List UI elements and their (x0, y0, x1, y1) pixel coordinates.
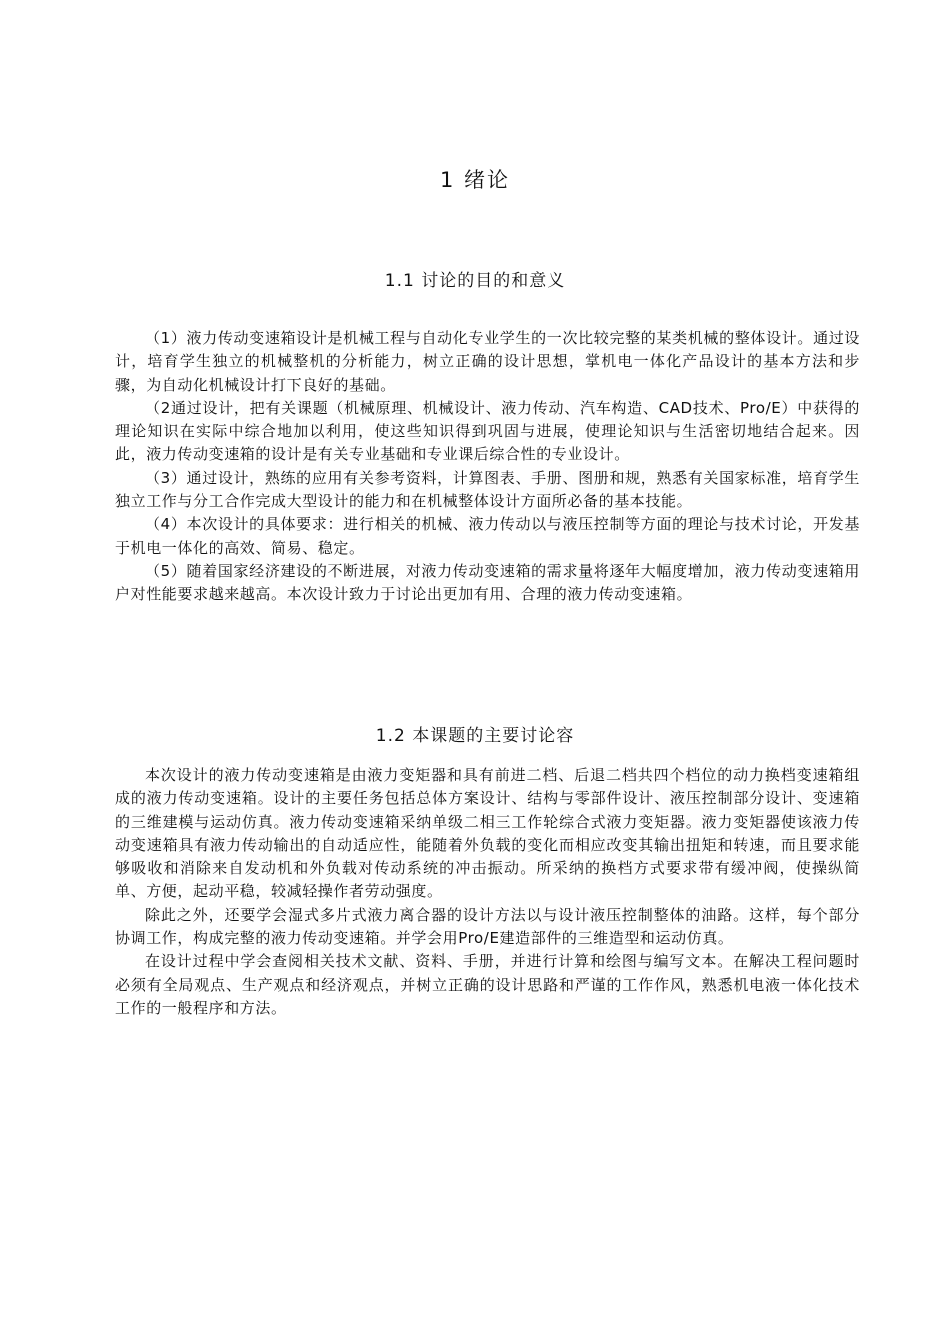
paragraph: （4）本次设计的具体要求：进行相关的机械、液力传动以与液压控制等方面的理论与技术讨论，开发基于机电一体化的高效、简易、稳定。 (115, 515, 860, 557)
section-title-1-1: 1.1 讨论的目的和意义 (384, 271, 566, 291)
section-title-1-2: 1.2 本课题的主要讨论容 (375, 726, 575, 746)
paragraph: 在设计过程中学会查阅相关技术文献、资料、手册，并进行计算和绘图与编写文本。在解决工程问题时必须有全局观点、生产观点和经济观点，并树立正确的设计思路和严谨的工作作风，熟悉机电液一体化技术工作的一般程序和方法。 (115, 952, 860, 1017)
paragraph: （1）液力传动变速箱设计是机械工程与自动化专业学生的一次比较完整的某类机械的整体设计。通过设计，培育学生独立的机械整机的分析能力，树立正确的设计思想，掌机电一体化产品设计的基本方法和步骤，为自动化机械设计打下良好的基础。 (115, 329, 860, 394)
paragraph: （2通过设计，把有关课题（机械原理、机械设计、液力传动、汽车构造、CAD技术、Pro/E）中获得的理论知识在实际中综合地加以利用，使这些知识得到巩固与进展，使理论知识与生活密切地结合起来。因此，液力传动变速箱的设计是有关专业基础和专业课后综合性的专业设计。 (115, 398, 860, 464)
paragraph: 本次设计的液力传动变速箱是由液力变矩器和具有前进二档、后退二档共四个档位的动力换档变速箱组成的液力传动变速箱。设计的主要任务包括总体方案设计、结构与零部件设计、液压控制部分设计、变速箱的三维建模与运动仿真。液力传动变速箱采纳单级二相三工作轮综合式液力变矩器。液力变矩器使该液力传动变速箱具有液力传动输出的自动适应性，能随着外负载的变化而相应改变其输出扭矩和转速，而且要求能够吸收和消除来自发动机和外负载对传动系统的冲击振动。所采纳的换档方式要求带有缓冲阀，使操纵简单、方便，起动平稳，较减轻操作者劳动强度。 (115, 766, 860, 901)
paragraph: （5）随着国家经济建设的不断进展，对液力传动变速箱的需求量将逐年大幅度增加，液力传动变速箱用户对性能要求越来越高。本次设计致力于讨论出更加有用、合理的液力传动变速箱。 (115, 561, 860, 604)
section-1-1-body (115, 327, 860, 607)
paragraph: （3）通过设计，熟练的应用有关参考资料，计算图表、手册、图册和规，熟悉有关国家标准，培育学生独立工作与分工合作完成大型设计的能力和在机械整体设计方面所必备的基本技能。 (115, 468, 860, 511)
paragraph: 除此之外，还要学会湿式多片式液力离合器的设计方法以与设计液压控制整体的油路。这样，每个部分协调工作，构成完整的液力传动变速箱。并学会用Pro/E建造部件的三维造型和运动仿真。 (115, 905, 860, 948)
chapter-title: 1 绪论 (439, 168, 511, 192)
section-1-2-body (115, 757, 860, 1020)
